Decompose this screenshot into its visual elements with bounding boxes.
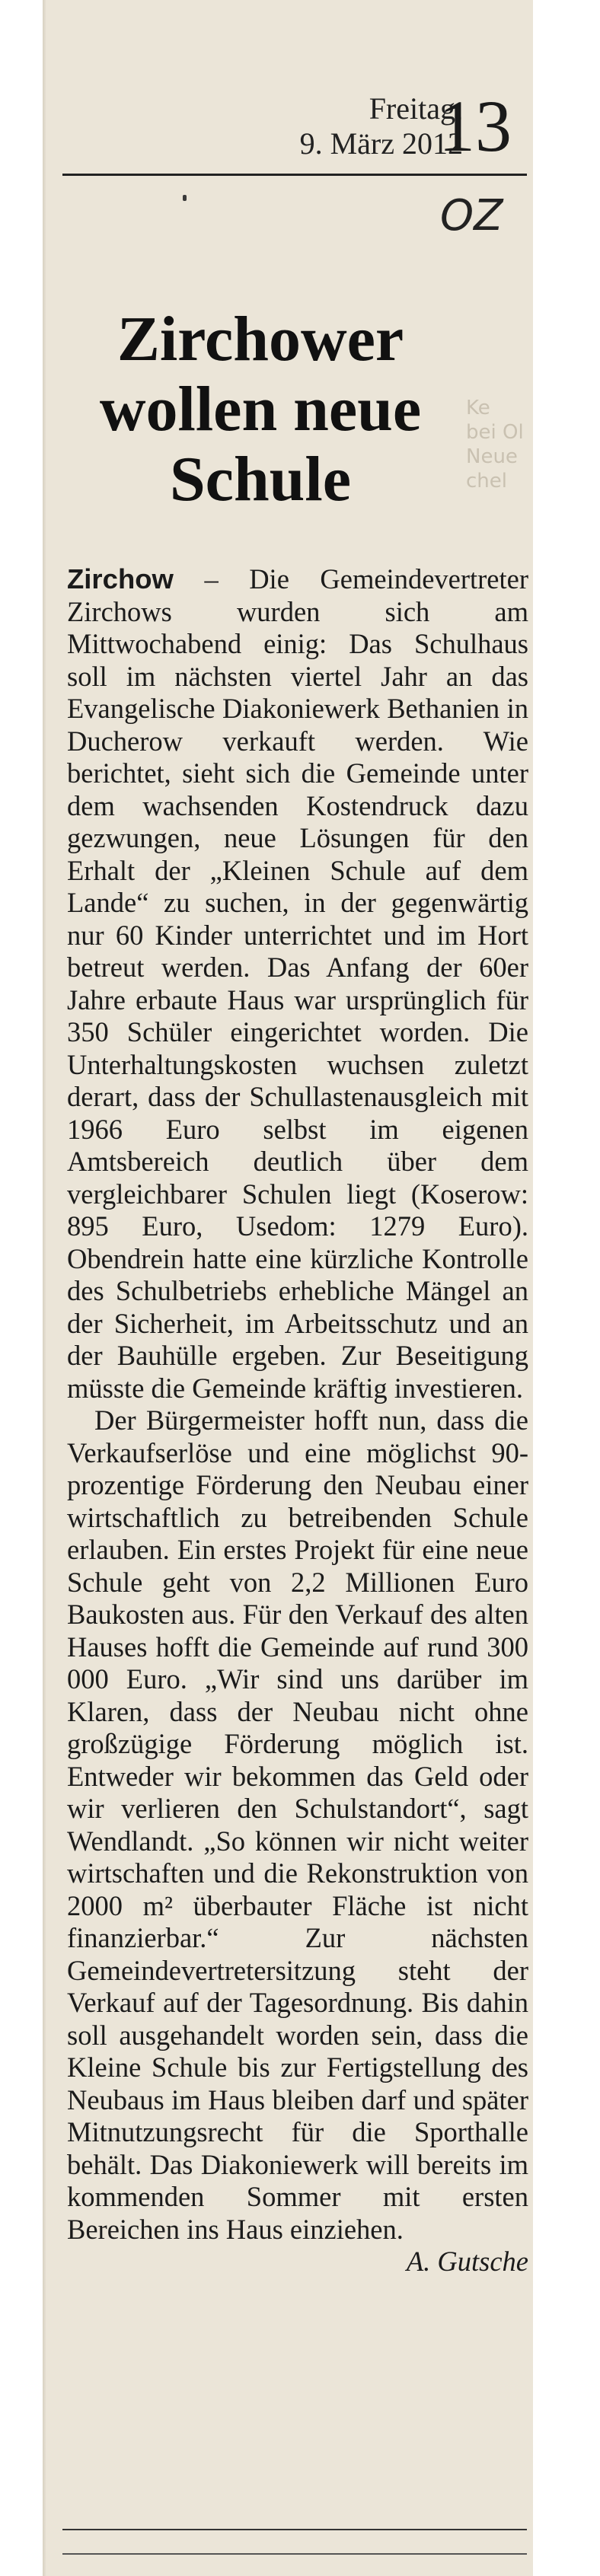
paragraph-1-text: – Die Gemeindevertreter Zirchows wurden sich am Mittwochabend einig: Das Schulhaus soll im nächsten viertel Jahr an das Evangelische Diakoniewerk Bethanien in Ducherow verkauft werden. Wie berichtet, sieht sich die Gemeinde unter dem wachsenden Kostendruck dazu gezwungen, neue Lösungen für den Erhalt der „Kleinen Schule auf dem Lande“ zu suchen, in der gegenwärtig nur 60 Kinder unterrichtet und im Hort betreut werden. Das Anfang der 60er Jahre erbaute Haus war ursprünglich für 350 Schüler eingerichtet worden. Die Unterhaltungskosten wuchsen zuletzt derart, dass der Schullastenausgleich mit 1966 Euro selbst im eigenen Amtsbereich deutlich über dem vergleichbarer Schulen liegt (Koserow: 895 Euro, Usedom: 1279 Euro). Obendrein hatte eine kürzliche Kontrolle des Schulbetriebs erhebliche Mängel an der Sicherheit, im Arbeitsschutz und an der Bauhülle ergeben. Zur Beseitigung müsste die Gemeinde kräftig investieren.: [67, 563, 528, 1404]
paragraph-2-text: Der Bürgermeister hofft nun, dass die Verkaufserlöse und eine möglichst 90-prozentige Förderung den Neubau einer wirtschaftlich zu betreibenden Schule erlauben. Ein erstes Projekt für eine neue Schule geht von 2,2 Millionen Euro Baukosten aus. Für den Verkauf des alten Hauses hofft die Gemeinde auf rund 300 000 Euro. „Wir sind uns darüber im Klaren, dass der Neubau nicht ohne großzügige Förderung möglich ist. Entweder wir bekommen das Geld oder wir verlieren den Schulstandort“, sagt Wendlandt. „So können wir nicht weiter wirtschaften und die Rekonstruktion von 2000 m² überbauter Fläche ist nicht finanzierbar.“ Zur nächsten Gemeindevertretersitzung steht der Verkauf auf der Tagesordnung. Bis dahin soll ausgehandelt worden sein, dass die Kleine Schule bis zur Fertigstellung des Neubaus im Haus bleiben darf und später Mitnutzungsrecht für die Sporthalle behält. Das Diakoniewerk will bereits im kommenden Sommer mit ersten Bereichen ins Haus einziehen.: [67, 1404, 528, 2245]
article-body: [67, 563, 528, 2278]
article-dateline: Zirchow: [67, 563, 174, 595]
issue-weekday: Freitag,: [369, 91, 463, 126]
header-rule: [62, 174, 527, 176]
handwritten-source-mark: OZ: [440, 191, 503, 241]
article-author: A. Gutsche: [406, 2246, 528, 2277]
footer-rule: [62, 2529, 527, 2530]
bleed-line-3: Neue: [466, 445, 518, 468]
bleed-line-2: bei Ol: [466, 421, 524, 444]
bleed-line-4: chel: [466, 470, 507, 493]
article-paragraph-2: [67, 1404, 528, 2277]
article-headline: Zirchower wollen neue Schule: [99, 304, 422, 515]
print-speck: [183, 195, 187, 201]
page-number: 13: [439, 85, 512, 167]
article-paragraph-1: [67, 563, 528, 1404]
bleed-line-1: Ke: [466, 397, 490, 419]
bleed-through-text: [466, 396, 527, 493]
footer-rule-lower: [62, 2553, 527, 2555]
issue-date-text: 9. März 2012: [299, 126, 463, 161]
